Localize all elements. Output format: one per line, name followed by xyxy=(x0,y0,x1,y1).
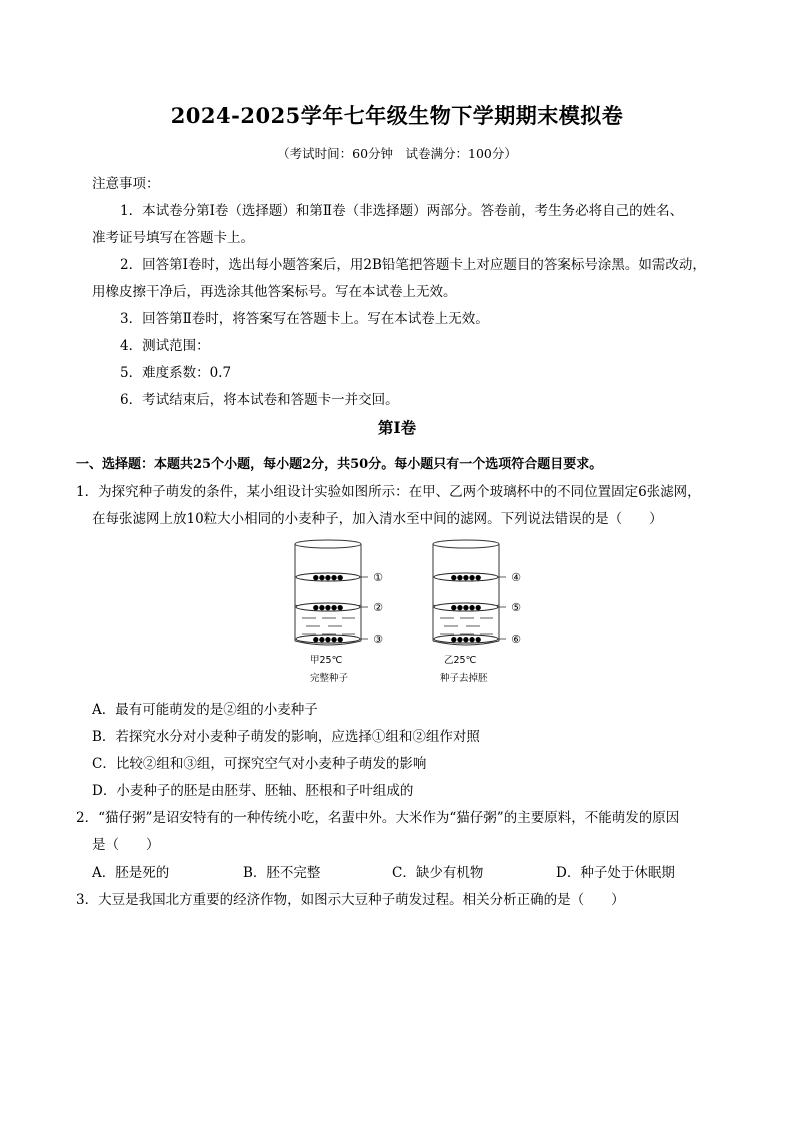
question-1-option-d: D．小麦种子的胚是由胚芽、胚轴、胚根和子叶组成的 xyxy=(92,783,414,799)
notice-item: 1．本试卷分第Ⅰ卷（选择题）和第Ⅱ卷（非选择题）两部分。答卷前，考生务必将自己的姓名、 xyxy=(120,203,684,219)
notice-item: 3．回答第Ⅱ卷时，将答案写在答题卡上。写在本试卷上无效。 xyxy=(120,311,489,327)
svg-text:●●●●●: ●●●●● xyxy=(312,635,344,644)
question-2-option-b: B．胚不完整 xyxy=(243,865,321,881)
label-2: ② xyxy=(373,601,383,614)
question-1-option-c: C．比较②组和③组，可探究空气对小麦种子萌发的影响 xyxy=(92,756,427,772)
notice-item: 用橡皮擦干净后，再选涂其他答案标号。写在本试卷上无效。 xyxy=(92,284,457,300)
notice-item: 2．回答第Ⅰ卷时，选出每小题答案后，用2B铅笔把答题卡上对应题目的答案标号涂黑。如需改动， xyxy=(120,257,706,273)
svg-text:●●●●●: ●●●●● xyxy=(450,603,482,612)
question-3-stem: 3．大豆是我国北方重要的经济作物，如图示大豆种子萌发过程。相关分析正确的是（ ） xyxy=(76,892,625,908)
svg-text:●●●●●: ●●●●● xyxy=(312,573,344,582)
notice-heading: 注意事项： xyxy=(92,176,160,192)
question-2-option-a: A．胚是死的 xyxy=(92,865,170,881)
notice-item: 4．测试范围： xyxy=(120,338,210,354)
question-2-option-c: C．缺少有机物 xyxy=(392,865,484,881)
question-1-stem: 1．为探究种子萌发的条件，某小组设计实验如图所示：在甲、乙两个玻璃杯中的不同位置固定6张滤网， xyxy=(76,484,701,500)
svg-text:●●●●●: ●●●●● xyxy=(450,573,482,582)
label-6: ⑥ xyxy=(511,633,521,646)
label-4: ④ xyxy=(511,571,521,584)
seed-germination-figure xyxy=(280,535,530,690)
svg-text:●●●●●: ●●●●● xyxy=(450,635,482,644)
svg-text:●●●●●: ●●●●● xyxy=(312,603,344,612)
beaker-b xyxy=(433,540,506,645)
question-1-stem: 在每张滤网上放10粒大小相同的小麦种子，加入清水至中间的滤网。下列说法错误的是（ ） xyxy=(92,511,663,527)
notice-item: 6．考试结束后，将本试卷和答题卡一并交回。 xyxy=(120,392,399,408)
exam-info: （考试时间：60分钟 试卷满分：100分） xyxy=(277,146,517,161)
beaker-b-caption: 乙25℃ xyxy=(444,655,477,666)
question-2-option-d: D．种子处于休眠期 xyxy=(556,865,675,881)
question-1-option-a: A．最有可能萌发的是②组的小麦种子 xyxy=(92,702,318,718)
question-2-stem: 是（ ） xyxy=(92,837,160,853)
notice-item: 5．难度系数：0.7 xyxy=(120,365,232,381)
beaker-diagram xyxy=(280,535,530,690)
notice-item: 准考证号填写在答题卡上。 xyxy=(92,230,254,246)
page-title: 2024-2025学年七年级生物下学期期末模拟卷 xyxy=(170,103,624,128)
section-title: 第Ⅰ卷 xyxy=(377,418,417,437)
part-heading: 一、选择题：本题共25个小题，每小题2分，共50分。每小题只有一个选项符合题目要求。 xyxy=(76,457,603,472)
question-2-stem: 2．“猫仔粥”是诏安特有的一种传统小吃，名蜚中外。大米作为“猫仔粥”的主要原料，不能萌发的原因 xyxy=(76,810,680,826)
beaker-a-caption: 甲25℃ xyxy=(310,655,343,666)
beaker-a xyxy=(295,540,368,645)
label-5: ⑤ xyxy=(511,601,521,614)
beaker-a-caption: 完整种子 xyxy=(310,673,349,684)
question-1-option-b: B．若探究水分对小麦种子萌发的影响，应选择①组和②组作对照 xyxy=(92,729,480,745)
beaker-b-caption: 种子去掉胚 xyxy=(440,673,488,684)
label-1: ① xyxy=(373,571,383,584)
label-3: ③ xyxy=(373,633,383,646)
